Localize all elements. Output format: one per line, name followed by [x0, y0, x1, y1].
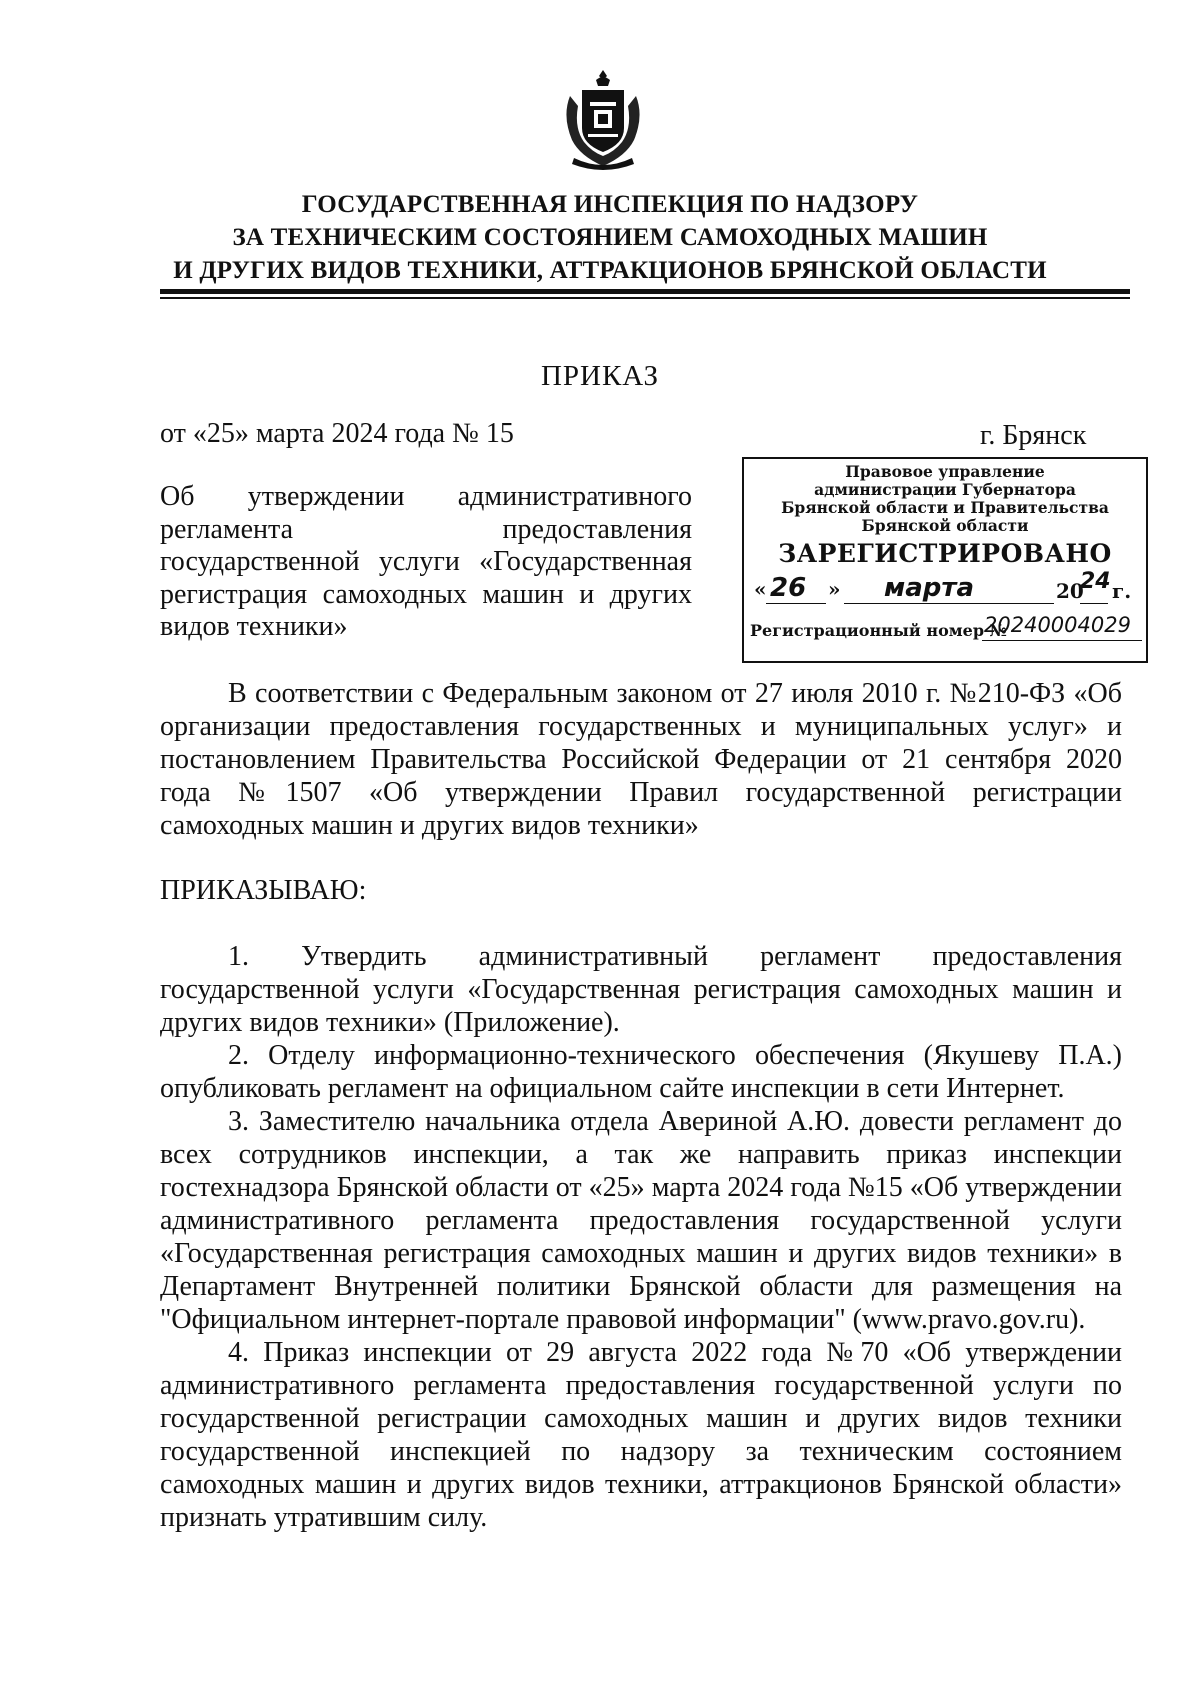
order-items [160, 940, 1122, 1534]
preamble-section [160, 677, 1122, 842]
document-title: ПРИКАЗ [540, 360, 660, 392]
stamp-month: марта [884, 573, 975, 603]
stamp-year-prefix: 20 [1056, 579, 1084, 603]
header-rule-thick [160, 289, 1130, 294]
stamp-reg-label: Регистрационный номер № [750, 621, 1007, 640]
stamp-line-1: Правовое управление [845, 462, 1045, 481]
org-name-line-2: ЗА ТЕХНИЧЕСКИМ СОСТОЯНИЕМ САМОХОДНЫХ МАШИН [232, 224, 988, 251]
org-name-line-1: ГОСУДАРСТВЕННАЯ ИНСПЕКЦИЯ ПО НАДЗОРУ [301, 191, 919, 218]
stamp-reg-row [744, 613, 1146, 643]
order-item-4: 4. Приказ инспекции от 29 августа 2022 года №70 «Об утверждении административного регламента предоставления государственной услуги по государственной регистрации самоходных машин и других видов техники государственной инспекцией по надзору за техническим состоянием самоходных машин и других видов техники, аттракционов Брянской области» признать утратившим силу. [160, 1337, 1122, 1533]
order-word: ПРИКАЗЫВАЮ: [160, 875, 367, 906]
preamble-text: В соответствии с Федеральным законом от 27 июля 2010 г. №210-ФЗ «Об организации предоставления государственных и муниципальных услуг» и постановлением Правительства Российской Федерации от 21 сентября 2020 года №1507 «Об утверждении Правил государственной регистрации самоходных машин и других видов техники» [160, 678, 1122, 841]
order-item-1: 1. Утвердить административный регламент предоставления государственной услуги «Государственная регистрация самоходных машин и других видов техники» (Приложение). [160, 941, 1122, 1038]
stamp-year-suffix: 24 [1080, 569, 1111, 594]
stamp-line-4: Брянской области [861, 516, 1029, 535]
document-subject: Об утверждении административного регламента предоставления государственной услуги «Государственная регистрация самоходных машин и других видов техники» [160, 481, 692, 642]
stamp-year-end: г. [1112, 579, 1132, 603]
registration-stamp [742, 457, 1148, 663]
stamp-day: 26 [770, 573, 807, 603]
order-item-3: 3. Заместителю начальника отдела Авериной А.Ю. довести регламент до всех сотрудников инспекции, а так же направить приказ инспекции гостехнадзора Брянской области от «25» марта 2024 года №15 «Об утверждении административного регламента предоставления государственной услуги «Государственная регистрация самоходных машин и других видов техники» в Департамент Внутренней политики Брянской области для размещения на "Официальном интернет-портале правовой информации" (www.pravo.gov.ru). [160, 1106, 1122, 1335]
stamp-line-3: Брянской области и Правительства [781, 498, 1109, 517]
stamp-registered: ЗАРЕГИСТРИРОВАНО [778, 539, 1112, 568]
stamp-date-row: « 26 » марта 20 24 г. [754, 569, 1132, 603]
org-name-line-3: И ДРУГИХ ВИДОВ ТЕХНИКИ, АТТРАКЦИОНОВ БРЯНСКОЙ ОБЛАСТИ [173, 257, 1047, 284]
coat-of-arms-icon [560, 66, 646, 170]
stamp-line-2: администрации Губернатора [814, 480, 1076, 499]
document-date-number: от «25» марта 2024 года № 15 [160, 418, 514, 449]
order-item-2: 2. Отделу информационно-технического обеспечения (Якушеву П.А.) опубликовать регламент на официальном сайте инспекции в сети Интернет. [160, 1040, 1122, 1104]
header-rule-thin [160, 297, 1130, 299]
stamp-reg-number: 20240004029 [984, 613, 1131, 637]
document-city: г. Брянск [980, 420, 1087, 451]
